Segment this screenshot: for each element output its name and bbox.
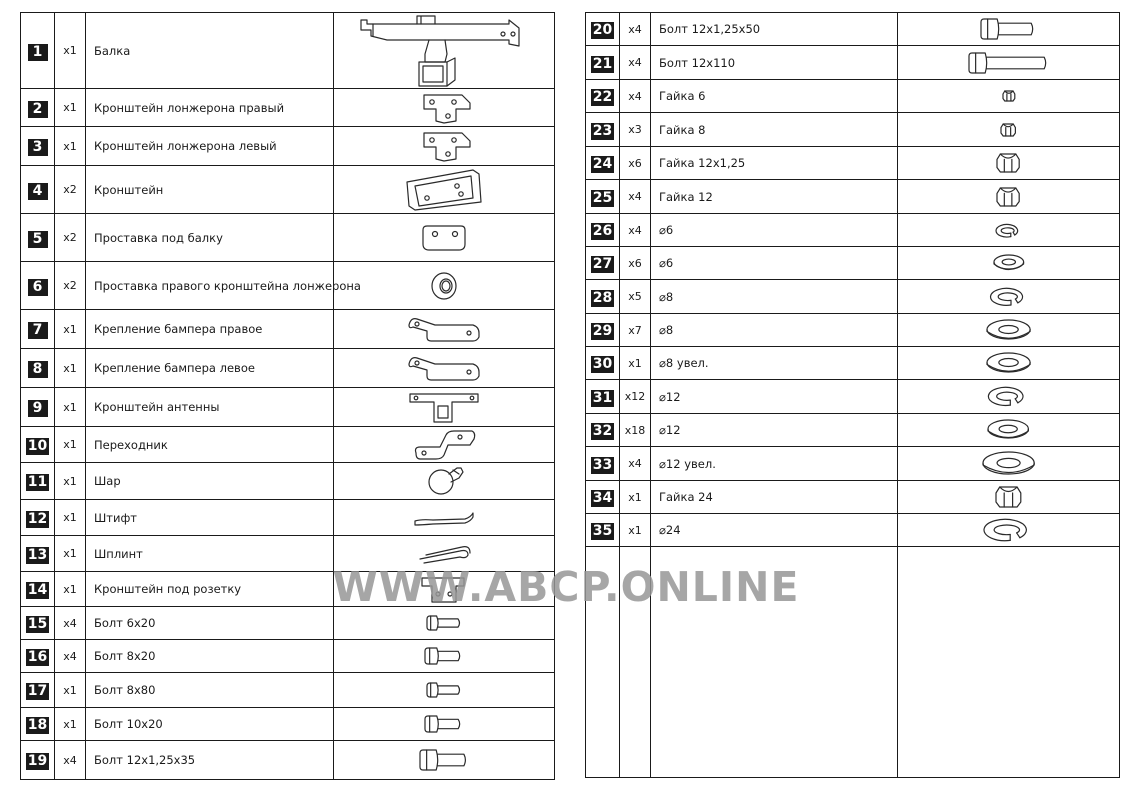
part-name: Болт 12x1,25x50 [651, 13, 898, 46]
part-number-cell [21, 463, 55, 500]
part-name: Гайка 24 [651, 481, 898, 514]
part-number: 25 [592, 189, 613, 206]
part-name: Шплинт [86, 536, 334, 572]
part-row [586, 447, 1120, 481]
bracket-plate-icon [334, 168, 554, 212]
part-name: Балка [86, 13, 334, 89]
adapter-icon [334, 429, 554, 461]
part-quantity: x1 [55, 500, 86, 536]
part-name: ⌀8 увел. [651, 347, 898, 380]
part-image-cell [334, 388, 555, 427]
antenna-bracket-icon [334, 390, 554, 424]
part-quantity: x2 [55, 214, 86, 262]
part-number: 32 [592, 423, 613, 439]
part-number-cell [586, 314, 620, 347]
part-number-cell [586, 280, 620, 314]
part-quantity: x4 [55, 741, 86, 780]
part-number: 3 [28, 139, 48, 156]
part-number: 6 [28, 279, 48, 296]
part-number-cell [21, 262, 55, 310]
spacer-plate-icon [334, 224, 554, 252]
part-row [21, 310, 555, 349]
part-quantity: x3 [620, 113, 651, 147]
part-row [586, 214, 1120, 247]
part-row [21, 127, 555, 166]
part-number-cell [586, 147, 620, 180]
part-name: Болт 8x80 [86, 673, 334, 708]
part-row [21, 607, 555, 640]
part-row [21, 89, 555, 127]
nut-icon [898, 485, 1119, 509]
part-name: Штифт [86, 500, 334, 536]
part-number-cell [586, 347, 620, 380]
part-quantity: x1 [620, 481, 651, 514]
part-name: Кронштейн под розетку [86, 572, 334, 607]
watermark: WWW.ABCP.ONLINE [332, 563, 800, 611]
part-name: ⌀6 [651, 247, 898, 280]
part-image-cell [334, 127, 555, 166]
part-number: 8 [28, 361, 48, 378]
part-number: 33 [592, 456, 613, 473]
part-number-cell [586, 214, 620, 247]
part-number: 7 [28, 322, 48, 339]
part-row [586, 180, 1120, 214]
flat-washer-icon [898, 318, 1119, 343]
part-image-cell [334, 262, 555, 310]
part-number: 34 [592, 490, 613, 506]
part-number: 17 [27, 683, 48, 699]
part-name: Гайка 12 [651, 180, 898, 214]
part-image-cell [898, 247, 1120, 280]
part-quantity: x12 [620, 380, 651, 414]
part-image-cell [898, 347, 1120, 380]
part-row [21, 640, 555, 673]
part-image-cell [334, 349, 555, 388]
part-row [586, 247, 1120, 280]
nut-icon [898, 152, 1119, 174]
part-image-cell [898, 314, 1120, 347]
part-number: 13 [27, 546, 48, 563]
part-number-cell [21, 708, 55, 741]
part-name: ⌀24 [651, 514, 898, 547]
part-quantity: x1 [55, 536, 86, 572]
spring-washer-icon [898, 516, 1119, 543]
part-row [21, 500, 555, 536]
part-name: ⌀8 [651, 280, 898, 314]
part-name: Переходник [86, 427, 334, 463]
part-number: 35 [592, 523, 613, 539]
part-image-cell [334, 13, 555, 89]
part-name: ⌀12 увел. [651, 447, 898, 481]
part-number-cell [21, 166, 55, 214]
part-image-cell [334, 536, 555, 572]
part-name: Кронштейн [86, 166, 334, 214]
part-row [586, 347, 1120, 380]
part-row [586, 280, 1120, 314]
part-quantity: x2 [55, 166, 86, 214]
bracket-icon [334, 91, 554, 125]
part-quantity: x1 [55, 388, 86, 427]
part-number: 2 [28, 101, 48, 118]
part-name: Проставка правого кронштейна лонжерона [86, 262, 334, 310]
part-number-cell [586, 380, 620, 414]
part-row [21, 572, 555, 607]
part-quantity: x6 [620, 247, 651, 280]
nut-icon [898, 89, 1119, 103]
part-number-cell [586, 180, 620, 214]
part-image-cell [334, 463, 555, 500]
part-row [586, 46, 1120, 80]
part-row [586, 414, 1120, 447]
part-number: 24 [592, 156, 613, 172]
part-number-cell [21, 89, 55, 127]
part-row [586, 80, 1120, 113]
part-number-cell [21, 13, 55, 89]
flat-washer-icon [898, 418, 1119, 442]
part-image-cell [898, 214, 1120, 247]
parts-table-left [20, 12, 555, 780]
part-image-cell [898, 514, 1120, 547]
bushing-icon [334, 271, 554, 301]
part-quantity: x1 [55, 427, 86, 463]
parts-table-right [585, 12, 1120, 778]
part-number-cell [21, 427, 55, 463]
part-quantity: x4 [620, 13, 651, 46]
part-quantity: x4 [620, 80, 651, 113]
pin-icon [334, 509, 554, 527]
part-image-cell [898, 447, 1120, 481]
part-quantity: x4 [620, 447, 651, 481]
part-number-cell [586, 247, 620, 280]
part-image-cell [334, 572, 555, 607]
part-image-cell [898, 46, 1120, 80]
part-quantity: x1 [55, 349, 86, 388]
part-number: 5 [28, 231, 48, 248]
part-name: ⌀8 [651, 314, 898, 347]
part-row [21, 427, 555, 463]
part-number: 15 [27, 616, 48, 632]
empty-row [586, 547, 1120, 778]
part-number-cell [21, 349, 55, 388]
part-name: Болт 6x20 [86, 607, 334, 640]
part-number-cell [21, 536, 55, 572]
spring-washer-icon [898, 384, 1119, 408]
part-number-cell [21, 640, 55, 673]
part-number: 1 [28, 44, 48, 61]
part-number: 11 [27, 474, 48, 490]
part-number: 21 [592, 55, 613, 72]
part-quantity: x1 [620, 514, 651, 547]
part-quantity: x1 [55, 463, 86, 500]
part-row [21, 741, 555, 780]
part-image-cell [898, 113, 1120, 147]
part-quantity: x1 [55, 673, 86, 708]
bumper-mount-icon [334, 354, 554, 382]
part-quantity: x4 [620, 180, 651, 214]
socket-bracket-icon [334, 572, 554, 606]
part-row [21, 166, 555, 214]
part-quantity: x1 [55, 127, 86, 166]
part-image-cell [334, 214, 555, 262]
part-row [586, 113, 1120, 147]
part-number-cell [21, 127, 55, 166]
nut-icon [898, 186, 1119, 208]
part-row [21, 13, 555, 89]
part-row [21, 388, 555, 427]
part-row [586, 314, 1120, 347]
part-row [21, 463, 555, 500]
part-number: 14 [27, 582, 48, 598]
part-number: 23 [592, 122, 613, 139]
part-image-cell [898, 481, 1120, 514]
part-number-cell [586, 13, 620, 46]
part-image-cell [898, 147, 1120, 180]
bolt-icon [334, 748, 554, 772]
bolt-icon [334, 614, 554, 632]
part-quantity: x7 [620, 314, 651, 347]
part-quantity: x1 [55, 572, 86, 607]
bolt-icon [334, 646, 554, 666]
flat-washer-icon [898, 253, 1119, 273]
part-number-cell [586, 514, 620, 547]
part-row [21, 673, 555, 708]
part-number-cell [21, 673, 55, 708]
cotter-pin-icon [334, 543, 554, 565]
part-row [586, 147, 1120, 180]
part-number: 18 [27, 717, 48, 733]
part-quantity: x4 [55, 640, 86, 673]
part-number: 26 [592, 223, 613, 239]
part-row [586, 514, 1120, 547]
bolt-icon [334, 714, 554, 734]
part-number-cell [21, 388, 55, 427]
part-image-cell [334, 673, 555, 708]
part-number-cell [21, 607, 55, 640]
tow-ball-icon [334, 464, 554, 498]
part-number: 10 [27, 437, 48, 454]
part-name: Крепление бампера левое [86, 349, 334, 388]
part-number-cell [586, 414, 620, 447]
flat-washer-icon [898, 351, 1119, 376]
part-quantity: x1 [55, 708, 86, 741]
bolt-icon [334, 681, 554, 699]
part-image-cell [898, 414, 1120, 447]
part-number-cell [21, 214, 55, 262]
part-number-cell [586, 447, 620, 481]
part-number: 27 [592, 256, 613, 272]
part-row [586, 380, 1120, 414]
part-row [21, 262, 555, 310]
part-row [21, 214, 555, 262]
part-quantity: x2 [55, 262, 86, 310]
part-number-cell [21, 500, 55, 536]
part-quantity: x1 [55, 13, 86, 89]
part-number: 12 [27, 510, 48, 527]
part-name: Болт 12x110 [651, 46, 898, 80]
part-quantity: x4 [620, 46, 651, 80]
part-row [21, 708, 555, 741]
part-name: Гайка 8 [651, 113, 898, 147]
part-number: 29 [592, 323, 613, 339]
part-name: Болт 12x1,25x35 [86, 741, 334, 780]
part-number: 20 [592, 22, 613, 38]
bumper-mount-icon [334, 315, 554, 343]
part-number-cell [586, 481, 620, 514]
part-quantity: x4 [620, 214, 651, 247]
flat-washer-icon [898, 450, 1119, 478]
part-quantity: x18 [620, 414, 651, 447]
part-number: 30 [592, 356, 613, 372]
part-image-cell [898, 280, 1120, 314]
part-number: 28 [592, 289, 613, 306]
part-number: 16 [27, 649, 48, 665]
part-row [21, 349, 555, 388]
part-name: ⌀12 [651, 380, 898, 414]
part-number-cell [21, 741, 55, 780]
part-name: Кронштейн лонжерона правый [86, 89, 334, 127]
part-image-cell [334, 741, 555, 780]
spring-washer-icon [898, 285, 1119, 308]
part-name: Кронштейн антенны [86, 388, 334, 427]
part-number-cell [586, 113, 620, 147]
part-number-cell [586, 46, 620, 80]
part-name: Гайка 12x1,25 [651, 147, 898, 180]
part-image-cell [334, 427, 555, 463]
part-quantity: x5 [620, 280, 651, 314]
part-number-cell [21, 572, 55, 607]
part-number: 4 [28, 183, 48, 200]
part-number: 22 [592, 89, 613, 105]
part-image-cell [334, 640, 555, 673]
part-name: Кронштейн лонжерона левый [86, 127, 334, 166]
part-name: Гайка 6 [651, 80, 898, 113]
part-image-cell [334, 310, 555, 349]
part-name: Проставка под балку [86, 214, 334, 262]
part-image-cell [334, 166, 555, 214]
part-quantity: x6 [620, 147, 651, 180]
part-row [586, 481, 1120, 514]
part-row [21, 536, 555, 572]
tow-beam-icon [334, 14, 554, 88]
part-name: ⌀6 [651, 214, 898, 247]
part-number-cell [21, 310, 55, 349]
part-name: Шар [86, 463, 334, 500]
bolt-icon [898, 51, 1119, 75]
part-name: Болт 10x20 [86, 708, 334, 741]
part-number: 31 [592, 389, 613, 406]
part-number: 9 [28, 400, 48, 417]
part-image-cell [334, 500, 555, 536]
part-quantity: x1 [55, 310, 86, 349]
part-name: Крепление бампера правое [86, 310, 334, 349]
part-image-cell [898, 380, 1120, 414]
part-image-cell [334, 89, 555, 127]
part-quantity: x4 [55, 607, 86, 640]
part-image-cell [898, 180, 1120, 214]
part-quantity: x1 [620, 347, 651, 380]
part-name: ⌀12 [651, 414, 898, 447]
part-number-cell [586, 80, 620, 113]
part-name: Болт 8x20 [86, 640, 334, 673]
part-image-cell [334, 708, 555, 741]
part-image-cell [898, 80, 1120, 113]
bolt-icon [898, 17, 1119, 41]
part-image-cell [334, 607, 555, 640]
bracket-icon [334, 129, 554, 163]
part-quantity: x1 [55, 89, 86, 127]
spring-washer-icon [898, 221, 1119, 240]
part-number: 19 [27, 753, 48, 769]
part-row [586, 13, 1120, 46]
part-image-cell [898, 13, 1120, 46]
nut-icon [898, 122, 1119, 138]
